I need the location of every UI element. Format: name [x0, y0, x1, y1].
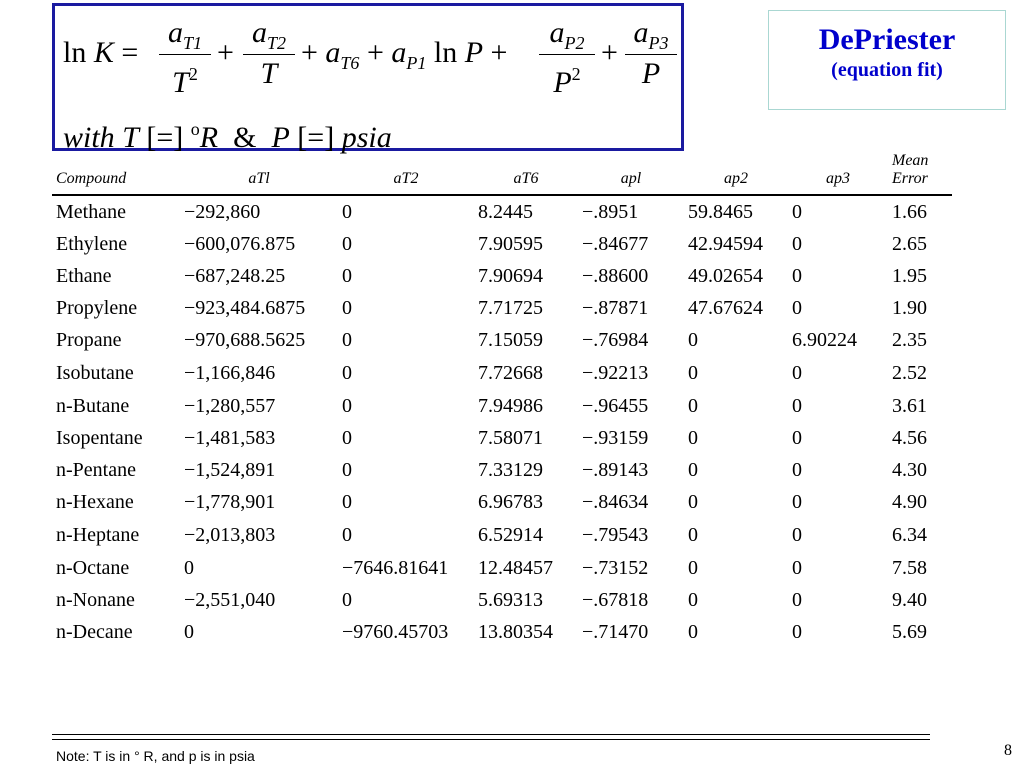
cell-aT1: −687,248.25	[184, 264, 286, 287]
cell-ap2: 0	[688, 620, 698, 643]
cell-aT1: 0	[184, 620, 194, 643]
cell-ap3: 0	[792, 296, 802, 319]
cell-aT1: 0	[184, 556, 194, 579]
cell-aT6: 7.58071	[478, 426, 543, 449]
table-row	[52, 324, 952, 356]
cell-ap1: −.88600	[582, 264, 649, 287]
cell-mean-error: 4.56	[892, 426, 927, 449]
cell-aT2: 0	[342, 394, 352, 417]
cell-aT2: 0	[342, 426, 352, 449]
cell-aT2: 0	[342, 200, 352, 223]
cell-aT6: 7.94986	[478, 394, 543, 417]
cell-ap2: 0	[688, 361, 698, 384]
cell-ap1: −.71470	[582, 620, 649, 643]
equals-bracket: [=]	[146, 121, 191, 154]
cell-aT2: 0	[342, 523, 352, 546]
cell-ap2: 49.02654	[688, 264, 763, 287]
cell-aT6: 7.15059	[478, 328, 543, 351]
table-body	[52, 195, 952, 648]
cell-ap1: −.84634	[582, 490, 649, 513]
table-row	[52, 454, 952, 486]
cell-ap3: 0	[792, 588, 802, 611]
cell-ap2: 0	[688, 458, 698, 481]
coefficients-table	[52, 152, 952, 648]
cell-aT1: −292,860	[184, 200, 261, 223]
cell-mean-error: 2.65	[892, 232, 927, 255]
table-bottom-rule	[52, 734, 930, 735]
table-bottom-rule-2	[52, 739, 930, 740]
footnote: Note: T is in ° R, and p is in psia	[56, 748, 255, 764]
cell-ap1: −.87871	[582, 296, 649, 319]
cell-aT1: −1,280,557	[184, 394, 276, 417]
header-ap2: ap2	[684, 152, 788, 195]
equation-box	[52, 3, 684, 154]
cell-aT6: 7.71725	[478, 296, 543, 319]
cell-compound: n-Octane	[56, 556, 130, 579]
cell-aT2: 0	[342, 296, 352, 319]
cell-ap2: 0	[688, 328, 698, 351]
cell-ap3: 0	[792, 232, 802, 255]
table-header-row	[52, 152, 952, 195]
cell-ap2: 59.8465	[688, 200, 753, 223]
cell-ap1: −.93159	[582, 426, 649, 449]
header-aT2: aT2	[338, 152, 474, 195]
cell-compound: Isobutane	[56, 361, 134, 384]
cell-ap2: 0	[688, 490, 698, 513]
cell-compound: n-Pentane	[56, 458, 136, 481]
cell-ap3: 0	[792, 200, 802, 223]
table-row	[52, 195, 952, 228]
cell-mean-error: 2.35	[892, 328, 927, 351]
header-aT1: aTl	[180, 152, 338, 195]
cell-compound: Isopentane	[56, 426, 143, 449]
cell-ap1: −.73152	[582, 556, 649, 579]
cell-ap3: 0	[792, 523, 802, 546]
cell-aT2: 0	[342, 328, 352, 351]
cell-ap3: 0	[792, 458, 802, 481]
cell-ap2: 47.67624	[688, 296, 763, 319]
cell-ap1: −.8951	[582, 200, 639, 223]
page-number: 8	[1004, 742, 1012, 759]
cell-aT6: 6.96783	[478, 490, 543, 513]
cell-ap1: −.92213	[582, 361, 649, 384]
table-row	[52, 616, 952, 648]
cell-ap2: 0	[688, 426, 698, 449]
with-text: with	[63, 121, 115, 154]
psia-text: psia	[341, 121, 392, 154]
title-box	[768, 10, 1006, 110]
cell-ap3: 0	[792, 556, 802, 579]
cell-aT6: 6.52914	[478, 523, 543, 546]
cell-mean-error: 1.90	[892, 296, 927, 319]
table-row	[52, 228, 952, 260]
cell-aT1: −2,013,803	[184, 523, 276, 546]
term-aT1-over-T2: $a_{T1}$ $T^2$	[159, 18, 211, 91]
cell-mean-error: 6.34	[892, 523, 927, 546]
cell-aT6: 7.90595	[478, 232, 543, 255]
cell-aT2: 0	[342, 361, 352, 384]
cell-compound: n-Decane	[56, 620, 133, 643]
cell-aT6: 7.72668	[478, 361, 543, 384]
cell-aT2: −9760.45703	[342, 620, 449, 643]
table-row	[52, 390, 952, 422]
term-aT2-over-T: $a_{T2}$ T	[243, 18, 295, 91]
term-aP3-over-P: $a_{P3}$ P	[625, 18, 677, 91]
cell-compound: n-Hexane	[56, 490, 134, 513]
cell-aT1: −600,076.875	[184, 232, 296, 255]
cell-aT1: −1,166,846	[184, 361, 276, 384]
units-line: with T [=] $^o$R & P [=] psia	[63, 119, 392, 154]
cell-aT6: 13.80354	[478, 620, 553, 643]
equals-bracket-2: [=]	[297, 121, 335, 154]
cell-ap3: 0	[792, 264, 802, 287]
cell-mean-error: 4.90	[892, 490, 927, 513]
table-row	[52, 422, 952, 454]
cell-mean-error: 5.69	[892, 620, 927, 643]
cell-aT2: −7646.81641	[342, 556, 449, 579]
table-row	[52, 584, 952, 616]
cell-aT1: −1,778,901	[184, 490, 276, 513]
plus-sign: +	[217, 36, 234, 69]
cell-mean-error: 1.95	[892, 264, 927, 287]
cell-mean-error: 7.58	[892, 556, 927, 579]
cell-mean-error: 9.40	[892, 588, 927, 611]
cell-ap2: 0	[688, 588, 698, 611]
header-ap1: apl	[578, 152, 684, 195]
cell-aT1: −923,484.6875	[184, 296, 306, 319]
cell-ap3: 0	[792, 620, 802, 643]
cell-ap1: −.84677	[582, 232, 649, 255]
cell-aT6: 7.90694	[478, 264, 543, 287]
cell-aT2: 0	[342, 264, 352, 287]
equation-lhs: ln K =	[63, 36, 139, 69]
cell-ap3: 0	[792, 490, 802, 513]
cell-compound: n-Butane	[56, 394, 130, 417]
cell-aT6: 12.48457	[478, 556, 553, 579]
cell-aT6: 8.2445	[478, 200, 533, 223]
cell-aT1: −970,688.5625	[184, 328, 306, 351]
cell-mean-error: 1.66	[892, 200, 927, 223]
table-row	[52, 356, 952, 390]
title-main: DePriester	[818, 23, 956, 56]
cell-ap2: 0	[688, 523, 698, 546]
cell-compound: Propane	[56, 328, 122, 351]
cell-aT6: 7.33129	[478, 458, 543, 481]
linear-terms: + $a_{T6} + a_{P1}$ ln P +	[301, 36, 508, 73]
cell-aT1: −1,524,891	[184, 458, 276, 481]
cell-aT2: 0	[342, 588, 352, 611]
table-row	[52, 518, 952, 552]
cell-compound: Ethane	[56, 264, 112, 287]
cell-ap1: −.89143	[582, 458, 649, 481]
cell-mean-error: 4.30	[892, 458, 927, 481]
cell-ap3: 0	[792, 394, 802, 417]
table-row	[52, 260, 952, 292]
cell-ap3: 6.90224	[792, 328, 857, 351]
cell-ap1: −.79543	[582, 523, 649, 546]
header-compound: Compound	[52, 152, 180, 195]
cell-compound: Ethylene	[56, 232, 128, 255]
cell-ap1: −.96455	[582, 394, 649, 417]
header-aT6: aT6	[474, 152, 578, 195]
cell-ap1: −.76984	[582, 328, 649, 351]
cell-ap2: 0	[688, 556, 698, 579]
T-symbol: T	[122, 121, 139, 154]
table-row	[52, 552, 952, 584]
cell-ap2: 0	[688, 394, 698, 417]
cell-ap1: −.67818	[582, 588, 649, 611]
cell-ap2: 42.94594	[688, 232, 763, 255]
cell-aT2: 0	[342, 232, 352, 255]
cell-aT2: 0	[342, 490, 352, 513]
header-mean-error: Mean Error	[888, 152, 952, 195]
cell-mean-error: 3.61	[892, 394, 927, 417]
plus-sign: +	[601, 36, 618, 69]
table-row	[52, 292, 952, 324]
P-symbol: P	[271, 121, 290, 154]
cell-aT1: −2,551,040	[184, 588, 276, 611]
cell-compound: n-Heptane	[56, 523, 140, 546]
degree-mark: o	[190, 119, 200, 139]
cell-ap3: 0	[792, 361, 802, 384]
cell-compound: Propylene	[56, 296, 138, 319]
table-row	[52, 486, 952, 518]
title-sub: (equation fit)	[831, 59, 943, 81]
header-ap3: ap3	[788, 152, 888, 195]
cell-aT1: −1,481,583	[184, 426, 276, 449]
cell-aT6: 5.69313	[478, 588, 543, 611]
cell-compound: Methane	[56, 200, 126, 223]
term-aP2-over-P2: $a_{P2}$ $P^2$	[539, 18, 595, 91]
cell-aT2: 0	[342, 458, 352, 481]
cell-compound: n-Nonane	[56, 588, 135, 611]
cell-mean-error: 2.52	[892, 361, 927, 384]
cell-ap3: 0	[792, 426, 802, 449]
